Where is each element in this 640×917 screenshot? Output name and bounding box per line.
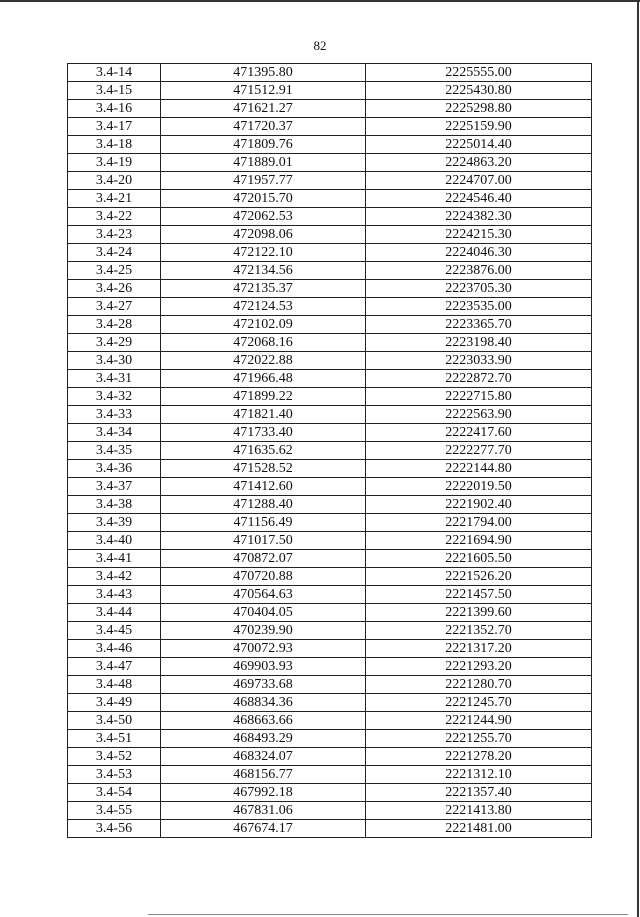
point-id-cell: 3.4-38 [68,496,161,514]
point-id-cell: 3.4-50 [68,712,161,730]
x-coordinate-cell: 471528.52 [161,460,366,478]
point-id-cell: 3.4-17 [68,118,161,136]
y-coordinate-cell: 2224707.00 [366,172,592,190]
y-coordinate-cell: 2221352.70 [366,622,592,640]
table-row [68,154,592,172]
table-row [68,640,592,658]
point-id-cell: 3.4-48 [68,676,161,694]
table-row [68,586,592,604]
table-row [68,172,592,190]
y-coordinate-cell: 2223365.70 [366,316,592,334]
table-row [68,424,592,442]
x-coordinate-cell: 472135.37 [161,280,366,298]
x-coordinate-cell: 472062.53 [161,208,366,226]
x-coordinate-cell: 471621.27 [161,100,366,118]
table-row [68,568,592,586]
point-id-cell: 3.4-18 [68,136,161,154]
point-id-cell: 3.4-21 [68,190,161,208]
table-row [68,460,592,478]
table-row [68,766,592,784]
point-id-cell: 3.4-33 [68,406,161,424]
y-coordinate-cell: 2225298.80 [366,100,592,118]
table-row [68,820,592,838]
table-row [68,208,592,226]
table-row [68,370,592,388]
table-row [68,118,592,136]
x-coordinate-cell: 471966.48 [161,370,366,388]
point-id-cell: 3.4-34 [68,424,161,442]
point-id-cell: 3.4-32 [68,388,161,406]
y-coordinate-cell: 2223033.90 [366,352,592,370]
point-id-cell: 3.4-29 [68,334,161,352]
x-coordinate-cell: 471156.49 [161,514,366,532]
x-coordinate-cell: 472124.53 [161,298,366,316]
y-coordinate-cell: 2221526.20 [366,568,592,586]
x-coordinate-cell: 471512.91 [161,82,366,100]
x-coordinate-cell: 471635.62 [161,442,366,460]
coordinates-table [67,63,592,838]
y-coordinate-cell: 2224546.40 [366,190,592,208]
table-row [68,280,592,298]
x-coordinate-cell: 472022.88 [161,352,366,370]
x-coordinate-cell: 468493.29 [161,730,366,748]
point-id-cell: 3.4-55 [68,802,161,820]
table-row [68,64,592,82]
table-row [68,316,592,334]
x-coordinate-cell: 472068.16 [161,334,366,352]
y-coordinate-cell: 2225159.90 [366,118,592,136]
x-coordinate-cell: 472015.70 [161,190,366,208]
point-id-cell: 3.4-28 [68,316,161,334]
x-coordinate-cell: 471899.22 [161,388,366,406]
table-row [68,550,592,568]
point-id-cell: 3.4-37 [68,478,161,496]
table-row [68,244,592,262]
x-coordinate-cell: 468324.07 [161,748,366,766]
y-coordinate-cell: 2222417.60 [366,424,592,442]
y-coordinate-cell: 2221312.10 [366,766,592,784]
x-coordinate-cell: 470239.90 [161,622,366,640]
table-row [68,658,592,676]
y-coordinate-cell: 2221244.90 [366,712,592,730]
x-coordinate-cell: 468834.36 [161,694,366,712]
y-coordinate-cell: 2223876.00 [366,262,592,280]
point-id-cell: 3.4-41 [68,550,161,568]
point-id-cell: 3.4-40 [68,532,161,550]
y-coordinate-cell: 2223705.30 [366,280,592,298]
table-row [68,532,592,550]
x-coordinate-cell: 470072.93 [161,640,366,658]
y-coordinate-cell: 2225014.40 [366,136,592,154]
table-row [68,478,592,496]
y-coordinate-cell: 2221278.20 [366,748,592,766]
table-row [68,100,592,118]
x-coordinate-cell: 470404.05 [161,604,366,622]
point-id-cell: 3.4-51 [68,730,161,748]
table-row [68,730,592,748]
y-coordinate-cell: 2225430.80 [366,82,592,100]
table-row [68,442,592,460]
point-id-cell: 3.4-20 [68,172,161,190]
point-id-cell: 3.4-30 [68,352,161,370]
x-coordinate-cell: 472122.10 [161,244,366,262]
y-coordinate-cell: 2224382.30 [366,208,592,226]
table-row [68,82,592,100]
table-row [68,334,592,352]
table-row [68,406,592,424]
y-coordinate-cell: 2221457.50 [366,586,592,604]
y-coordinate-cell: 2221399.60 [366,604,592,622]
table-row [68,694,592,712]
table-row [68,496,592,514]
y-coordinate-cell: 2221902.40 [366,496,592,514]
x-coordinate-cell: 469903.93 [161,658,366,676]
table-row [68,784,592,802]
x-coordinate-cell: 468663.66 [161,712,366,730]
point-id-cell: 3.4-31 [68,370,161,388]
point-id-cell: 3.4-19 [68,154,161,172]
point-id-cell: 3.4-54 [68,784,161,802]
point-id-cell: 3.4-49 [68,694,161,712]
table-row [68,262,592,280]
x-coordinate-cell: 471395.80 [161,64,366,82]
x-coordinate-cell: 471889.01 [161,154,366,172]
point-id-cell: 3.4-52 [68,748,161,766]
x-coordinate-cell: 471809.76 [161,136,366,154]
y-coordinate-cell: 2222019.50 [366,478,592,496]
x-coordinate-cell: 471957.77 [161,172,366,190]
x-coordinate-cell: 467992.18 [161,784,366,802]
point-id-cell: 3.4-46 [68,640,161,658]
y-coordinate-cell: 2221245.70 [366,694,592,712]
x-coordinate-cell: 471720.37 [161,118,366,136]
y-coordinate-cell: 2224215.30 [366,226,592,244]
x-coordinate-cell: 469733.68 [161,676,366,694]
page-border-bottom [148,914,628,915]
x-coordinate-cell: 467831.06 [161,802,366,820]
x-coordinate-cell: 471412.60 [161,478,366,496]
y-coordinate-cell: 2221317.20 [366,640,592,658]
x-coordinate-cell: 471288.40 [161,496,366,514]
y-coordinate-cell: 2221357.40 [366,784,592,802]
y-coordinate-cell: 2221694.90 [366,532,592,550]
point-id-cell: 3.4-16 [68,100,161,118]
point-id-cell: 3.4-14 [68,64,161,82]
table-row [68,748,592,766]
point-id-cell: 3.4-24 [68,244,161,262]
point-id-cell: 3.4-56 [68,820,161,838]
y-coordinate-cell: 2224046.30 [366,244,592,262]
y-coordinate-cell: 2222872.70 [366,370,592,388]
table-row [68,802,592,820]
table-row [68,136,592,154]
point-id-cell: 3.4-45 [68,622,161,640]
y-coordinate-cell: 2221413.80 [366,802,592,820]
page-border-right [637,0,639,917]
point-id-cell: 3.4-47 [68,658,161,676]
y-coordinate-cell: 2222277.70 [366,442,592,460]
table-row [68,604,592,622]
x-coordinate-cell: 472134.56 [161,262,366,280]
y-coordinate-cell: 2222563.90 [366,406,592,424]
point-id-cell: 3.4-22 [68,208,161,226]
point-id-cell: 3.4-35 [68,442,161,460]
y-coordinate-cell: 2221794.00 [366,514,592,532]
x-coordinate-cell: 470872.07 [161,550,366,568]
table-row [68,676,592,694]
y-coordinate-cell: 2223535.00 [366,298,592,316]
y-coordinate-cell: 2221255.70 [366,730,592,748]
y-coordinate-cell: 2224863.20 [366,154,592,172]
table-row [68,226,592,244]
x-coordinate-cell: 470564.63 [161,586,366,604]
point-id-cell: 3.4-43 [68,586,161,604]
x-coordinate-cell: 472102.09 [161,316,366,334]
x-coordinate-cell: 467674.17 [161,820,366,838]
table-row [68,712,592,730]
point-id-cell: 3.4-39 [68,514,161,532]
point-id-cell: 3.4-15 [68,82,161,100]
x-coordinate-cell: 471017.50 [161,532,366,550]
y-coordinate-cell: 2221605.50 [366,550,592,568]
y-coordinate-cell: 2222144.80 [366,460,592,478]
table-row [68,622,592,640]
y-coordinate-cell: 2223198.40 [366,334,592,352]
x-coordinate-cell: 472098.06 [161,226,366,244]
x-coordinate-cell: 471821.40 [161,406,366,424]
y-coordinate-cell: 2222715.80 [366,388,592,406]
point-id-cell: 3.4-23 [68,226,161,244]
table-row [68,514,592,532]
page-border-top [0,0,640,2]
y-coordinate-cell: 2221280.70 [366,676,592,694]
x-coordinate-cell: 470720.88 [161,568,366,586]
point-id-cell: 3.4-27 [68,298,161,316]
point-id-cell: 3.4-36 [68,460,161,478]
y-coordinate-cell: 2225555.00 [366,64,592,82]
point-id-cell: 3.4-44 [68,604,161,622]
table-row [68,388,592,406]
point-id-cell: 3.4-42 [68,568,161,586]
table-row [68,190,592,208]
table-row [68,298,592,316]
point-id-cell: 3.4-26 [68,280,161,298]
coordinates-table-body [68,64,592,838]
x-coordinate-cell: 468156.77 [161,766,366,784]
y-coordinate-cell: 2221481.00 [366,820,592,838]
point-id-cell: 3.4-25 [68,262,161,280]
y-coordinate-cell: 2221293.20 [366,658,592,676]
point-id-cell: 3.4-53 [68,766,161,784]
table-row [68,352,592,370]
page-number: 82 [313,38,327,53]
x-coordinate-cell: 471733.40 [161,424,366,442]
